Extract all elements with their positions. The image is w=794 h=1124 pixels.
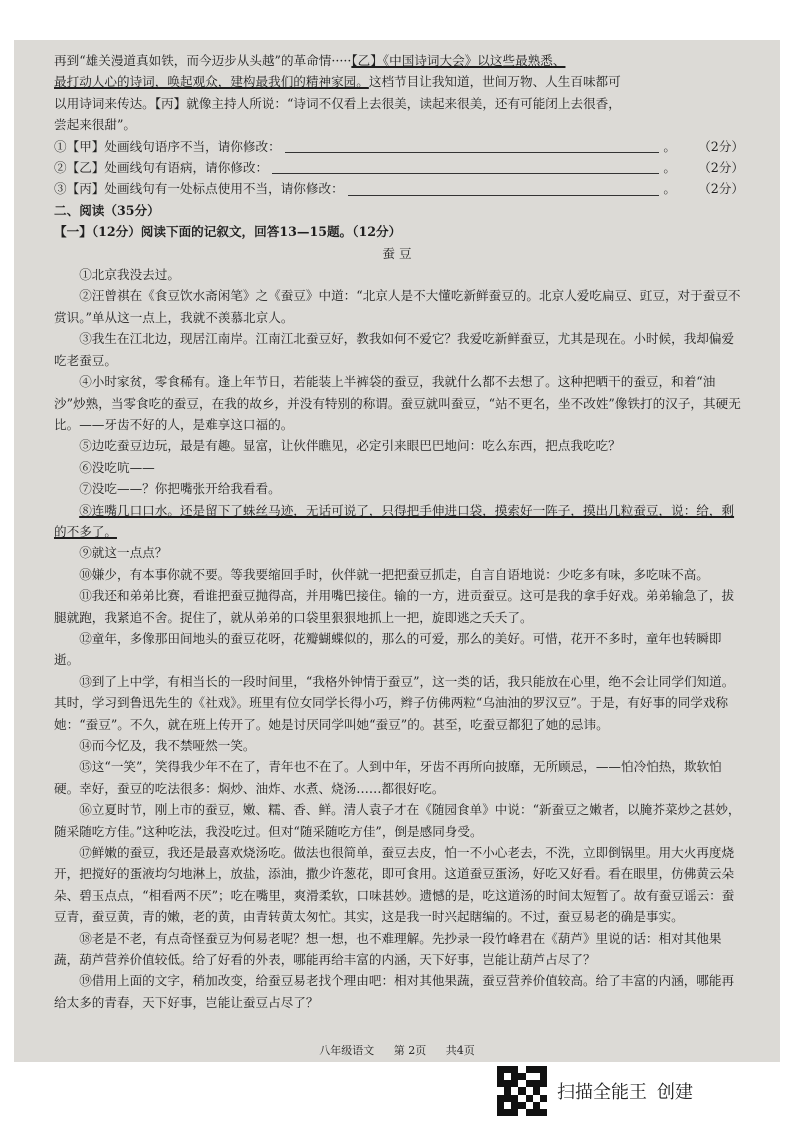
paragraph: ⑩嫌少，有本事你就不要。等我要缩回手时，伙伴就一把把蚕豆抓走，自言自语地说：少吃多有味，多吃味不高。	[79, 566, 709, 582]
paragraph: ⑱老是不老，有点奇怪蚕豆为何易老呢？想一想，也不难理解。先抄录一段竹峰君在《葫芦》里说的话：相对其他果蔬，葫芦营养价值较低。给了好看的外表，哪能再给丰富的内涵，天下好事，岂能让葫芦占尽了？	[54, 930, 722, 968]
paragraph: ⑫童年，多像那田间地头的蚕豆花呀，花瓣蝴蝶似的，那么的可爱，那么的美好。可惜，花开不多时，童年也转瞬即逝。	[54, 630, 722, 668]
answer-blank[interactable]	[348, 181, 660, 196]
scanned-page	[14, 40, 780, 1062]
footer-total: 共4页	[445, 1044, 475, 1057]
top-text-fragment: 再到“雄关漫道真如铁，而今迈步从头越”的革命情·····	[54, 53, 352, 68]
paragraph: ⑤边吃蚕豆边玩，最是有趣。显富，让伙伴瞧见，必定引来眼巴巴地问：吃么东西，把点我吃吃？	[79, 438, 621, 454]
paragraph: ⑨就这一点点？	[79, 545, 168, 561]
top-text-line	[54, 50, 744, 71]
paragraph: ①北京我没去过。	[79, 267, 180, 283]
paragraph: ⑪我还和弟弟比赛，看谁把蚕豆抛得高，并用嘴巴接住。输的一方，进贡蚕豆。这可是我的拿手好戏。弟弟输急了，拔腿就跑，我紧追不舍。捉住了，就从弟弟的口袋里狠狠地抓上一把，旋即逃之夭夭了。	[54, 588, 735, 625]
top-text-fragment: 这档节目让我知道，世间万物、人生百味都可	[368, 74, 621, 90]
top-text-line: 尝起来很甜”。	[54, 117, 137, 133]
paragraph: ②汪曾祺在《食豆饮水斋闲笔》之《蚕豆》中道：“北京人是不大懂吃新鲜蚕豆的。北京人爱吃扁豆、豇豆，对于蚕豆不赏识。”单从这一点上，我就不羡慕北京人。	[54, 288, 741, 325]
watermark-text	[557, 1078, 693, 1104]
paragraph: ⑲借用上面的文字，稍加改变，给蚕豆易老找个理由吧：相对其他果蔬，蚕豆营养价值较高。给了丰富的内涵，哪能再给太多的青春，天下好事，岂能让蚕豆占尽了？	[54, 973, 735, 1010]
section-heading: 二、阅读（35分）	[54, 202, 160, 218]
watermark-action: 创建	[657, 1082, 693, 1103]
top-text-line	[54, 71, 744, 92]
page-footer	[14, 1042, 780, 1058]
question-score: （2分）	[698, 181, 744, 197]
answer-blank[interactable]	[285, 138, 660, 153]
question-score: （2分）	[698, 138, 744, 154]
answer-blank[interactable]	[272, 159, 659, 174]
question-1	[54, 136, 744, 157]
question-label: ①【甲】处画线句语序不当，请你修改：	[54, 138, 281, 154]
paragraph: ⑯立夏时节，刚上市的蚕豆，嫩、糯、香、鲜。清人袁子才在《随园食单》中说：“新蚕豆之嫩者，以腌芥菜炒之甚妙，随采随吃方佳。”这种吃法，我没吃过。但对“随采随吃方佳”，倒是感同身受。	[54, 802, 741, 839]
question-2	[54, 157, 744, 178]
question-label: ③【丙】处画线句有一处标点使用不当，请你修改：	[54, 181, 344, 197]
subsection-heading: 【一】（12分）阅读下面的记叙文，回答13—15题。（12分）	[54, 224, 402, 240]
paragraph: ⑮这“一笑”，笑得我少年不在了，青年也不在了。人到中年，牙齿不再所向披靡，无所顾忌，——怕冷怕热，欺软怕硬。幸好，蚕豆的吃法很多：焖炒、油炸、水煮、烧汤……都很好吃。	[54, 759, 722, 796]
watermark-app-name: 扫描全能王	[557, 1082, 647, 1103]
paragraph-underlined: ⑧连嘴几口口水。还是留下了蛛丝马迹，无话可说了，只得把手伸进口袋，摸索好一阵子，摸出几粒蚕豆，说：给，剩的不多了。	[54, 502, 735, 539]
question-label: ②【乙】处画线句有语病，请你修改：	[54, 160, 269, 176]
paragraph: ③我生在江北边，现居江南岸。江南江北蚕豆好，教我如何不爱它？我爱吃新鲜蚕豆，尤其是现在。小时候，我却偏爱吃老蚕豆。	[54, 331, 735, 368]
footer-subject: 八年级语文	[319, 1044, 375, 1057]
underlined-sentence-yi: 【乙】《中国诗词大会》以这些最熟悉、	[351, 53, 566, 68]
question-3	[54, 178, 744, 199]
underlined-sentence-yi-cont: 最打动人心的诗词，唤起观众，建构最我们的精神家园。	[54, 74, 369, 90]
page-content	[54, 50, 744, 1013]
question-score: （2分）	[698, 160, 744, 176]
essay-title: 蚕豆	[382, 245, 416, 261]
question-end: 。	[663, 181, 676, 197]
paragraph: ⑦没吃——？你把嘴张开给我看看。	[79, 481, 281, 497]
paragraph: ⑰鲜嫩的蚕豆，我还是最喜欢烧汤吃。做法也很简单，蚕豆去皮，怕一不小心老去，不洗，立即倒锅里。用大火再度烧开，把搅好的蛋液均匀地淋上，放盐，添油，撒少许葱花，即可食用。这道蚕豆蛋汤，好吃又好看。看在眼里，仿佛黄云朵朵、碧玉点点，“相看两不厌”；吃在嘴里，爽滑柔软，口味甚妙。遗憾的是，吃这道汤的时间太短暂了。故有蚕豆谣云：蚕豆青，蚕豆黄，青的嫩，老的黄，由青转黄太匆忙。其实，这是我一时兴起瞎编的。不过，蚕豆易老的确是事实。	[54, 845, 735, 925]
scanner-watermark	[497, 1066, 693, 1116]
question-end: 。	[663, 138, 676, 154]
question-end: 。	[663, 160, 676, 176]
paragraph: ⑥没吃吭——	[79, 459, 155, 475]
qr-code-icon	[497, 1066, 547, 1116]
footer-page: 第 2页	[393, 1044, 427, 1057]
paragraph: ⑬到了上中学，有相当长的一段时间里，“我格外钟情于蚕豆”，这一类的话，我只能放在心里，绝不会让同学们知道。其时，学习到鲁迅先生的《社戏》。班里有位女同学长得小巧，辫子仿佛两粒“乌油油的罗汉豆”。于是，有好事的同学戏称她：“蚕豆”。不久，就在班上传开了。她是讨厌同学叫她“蚕豆”的。甚至，吃蚕豆都犯了她的忌讳。	[54, 673, 735, 732]
paragraph: ⑭而今忆及，我不禁哑然一笑。	[79, 738, 256, 753]
paragraph: ④小时家贫，零食稀有。逢上年节日，若能装上半裤袋的蚕豆，我就什么都不去想了。这种把晒干的蚕豆，和着“油沙”炒熟，当零食吃的蚕豆，在我的故乡，并没有特别的称谓。蚕豆就叫蚕豆，“站不更名，坐不改姓”像铁打的汉子，其硬无比。——牙齿不好的人，是难享这口福的。	[54, 374, 741, 432]
top-text-line: 以用诗词来传达。【丙】就像主持人所说：“诗词不仅看上去很美，读起来很美，还有可能闭上去很香，	[54, 95, 621, 111]
